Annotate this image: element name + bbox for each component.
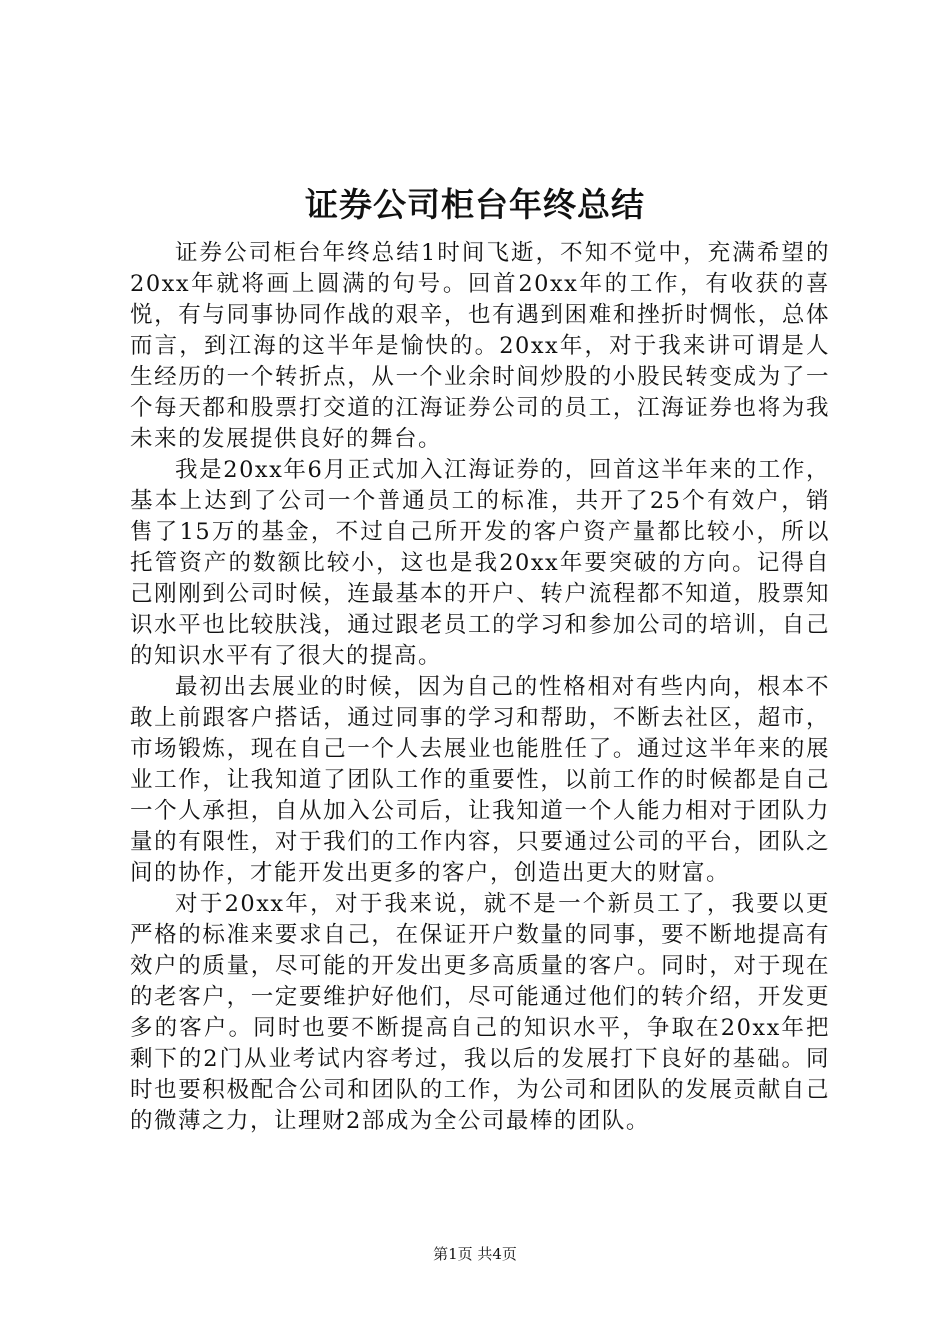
- page-footer: 第1页 共4页: [433, 1245, 517, 1263]
- document-body: [130, 238, 830, 1137]
- paragraph-2: 我是20xx年6月正式加入江海证券的，回首这半年来的工作，基本上达到了公司一个普通员工的标准，共开了25个有效户，销售了15万的基金，不过自己所开发的客户资产量都比较小，所以托管资产的数额比较小，这也是我20xx年要突破的方向。记得自己刚刚到公司时候，连最基本的开户、转户流程都不知道，股票知识水平也比较肤浅，通过跟老员工的学习和参加公司的培训，自己的知识水平有了很大的提高。: [130, 457, 830, 669]
- paragraph-1: 证券公司柜台年终总结1时间飞逝，不知不觉中，充满希望的20xx年就将画上圆满的句号。回首20xx年的工作，有收获的喜悦，有与同事协同作战的艰辛，也有遇到困难和挫折时惆怅，总体而言，到江海的这半年是愉快的。20xx年，对于我来讲可谓是人生经历的一个转折点，从一个业余时间炒股的小股民转变成为了一个每天都和股票打交道的江海证券公司的员工，江海证券也将为我未来的发展提供良好的舞台。: [130, 240, 830, 452]
- paragraph-4: 对于20xx年，对于我来说，就不是一个新员工了，我要以更严格的标准来要求自己，在保证开户数量的同事，要不断地提高有效户的质量，尽可能的开发出更多高质量的客户。同时，对于现在的老客户，一定要维护好他们，尽可能通过他们的转介绍，开发更多的客户。同时也要不断提高自己的知识水平，争取在20xx年把剩下的2门从业考试内容考过，我以后的发展打下良好的基础。同时也要积极配合公司和团队的工作，为公司和团队的发展贡献自己的微薄之力，让理财2部成为全公司最棒的团队。: [130, 891, 830, 1134]
- page-title: 证券公司柜台年终总结: [305, 185, 645, 224]
- paragraph-3: 最初出去展业的时候，因为自己的性格相对有些内向，根本不敢上前跟客户搭话，通过同事的学习和帮助，不断去社区，超市，市场锻炼，现在自己一个人去展业也能胜任了。通过这半年来的展业工作，让我知道了团队工作的重要性，以前工作的时候都是自己一个人承担，自从加入公司后，让我知道一个人能力相对于团队力量的有限性，对于我们的工作内容，只要通过公司的平台，团队之间的协作，才能开发出更多的客户，创造出更大的财富。: [130, 674, 830, 886]
